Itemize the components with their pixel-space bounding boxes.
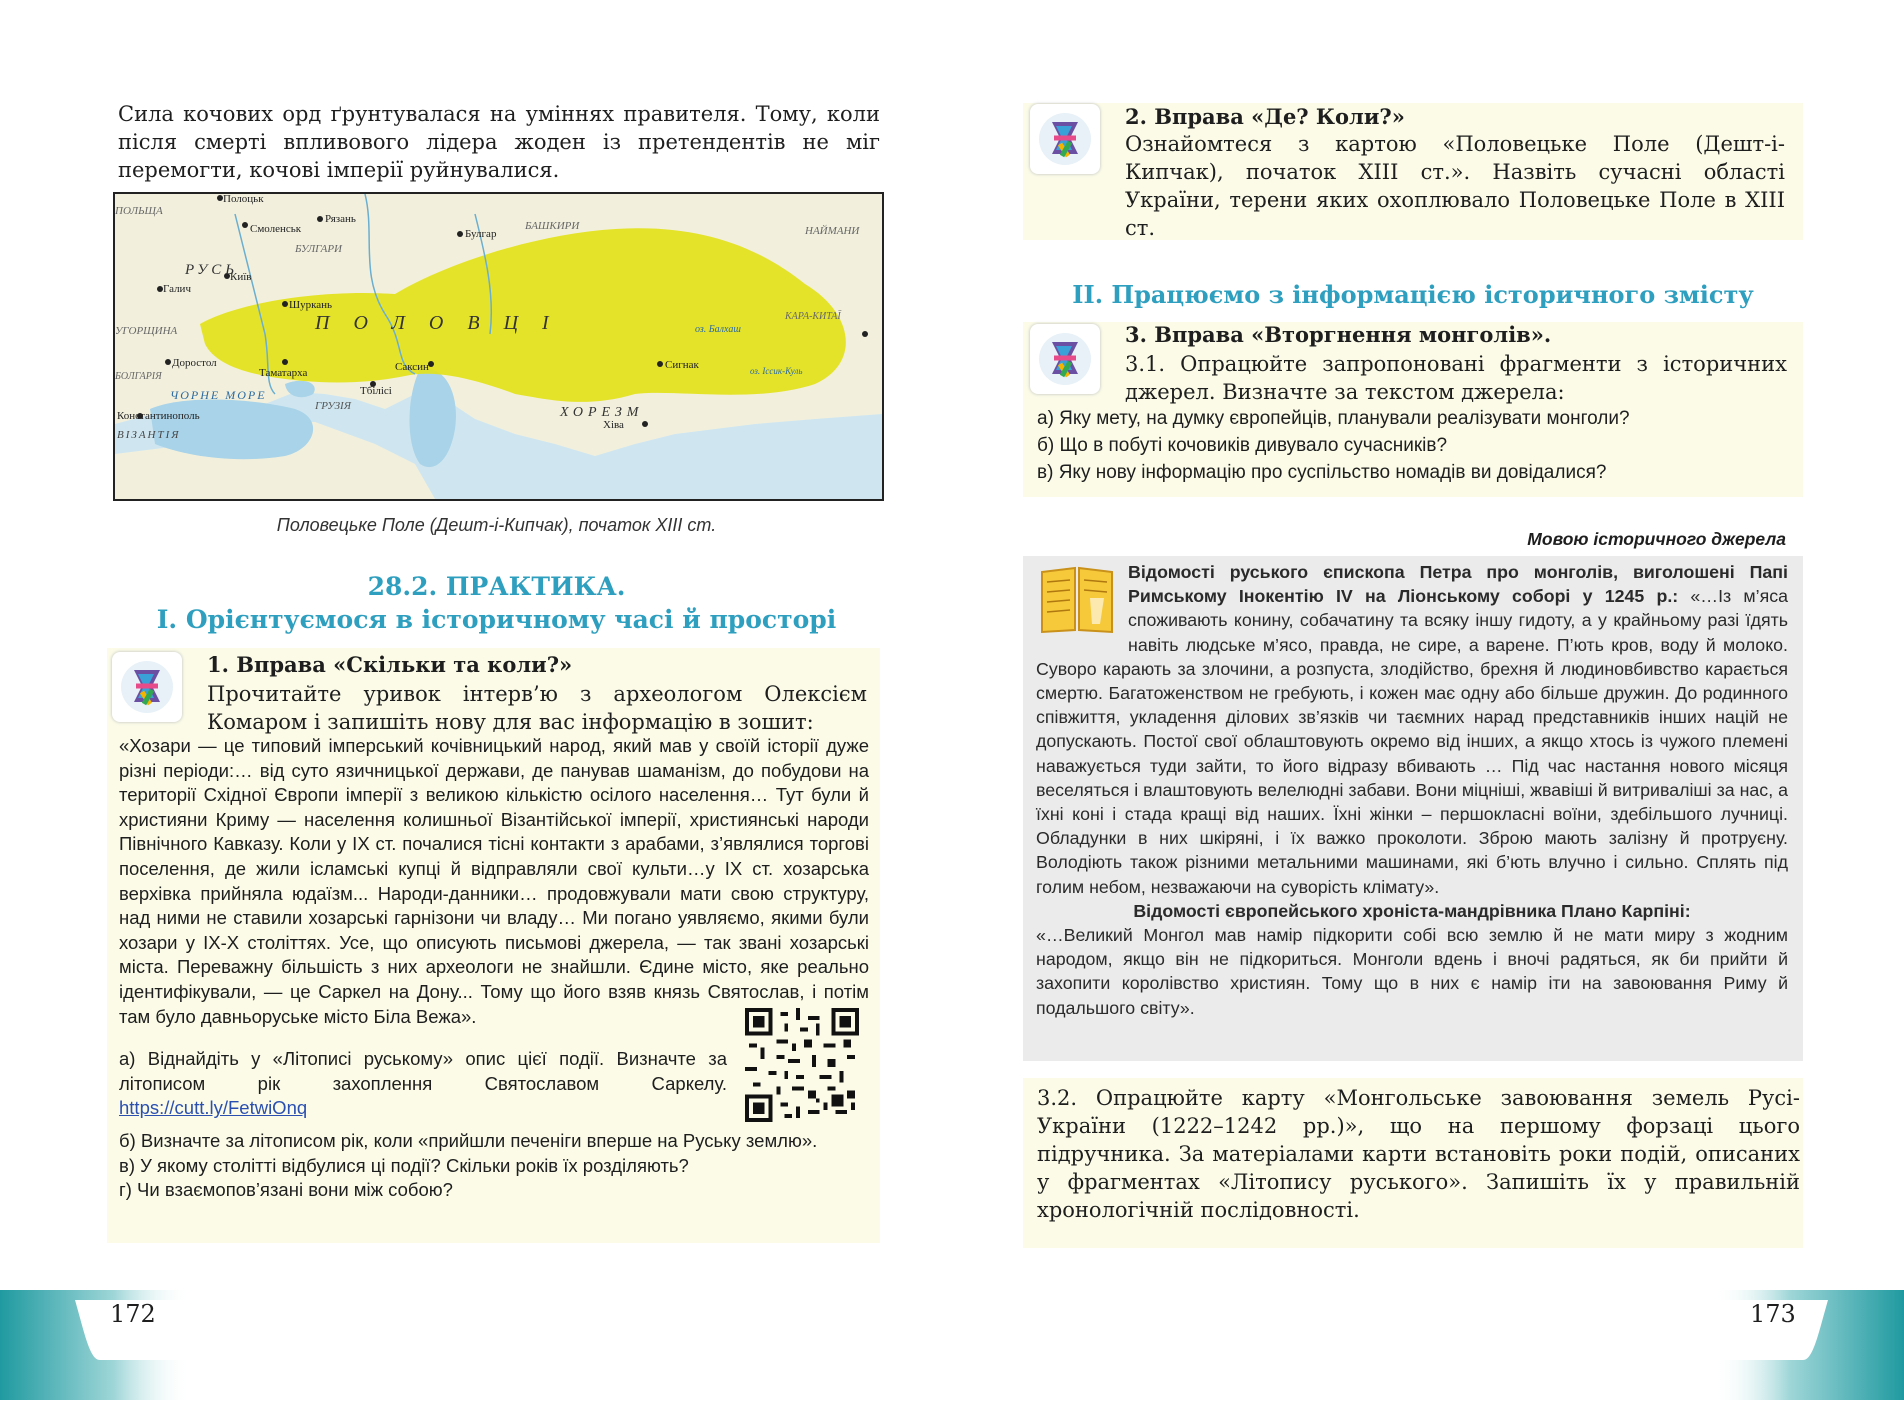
exercise1-question-b: б) Визначте за літописом рік, коли «прийшли печеніги вперше на Руську землю».: [119, 1130, 818, 1151]
map-label-bulgar: Булгар: [465, 228, 497, 240]
map-label-khiva: Хіва: [603, 419, 624, 431]
map-label-konstantynopol: Константинополь: [117, 410, 200, 422]
map-label-kara-kytai: КАРА-КИТАЇ: [785, 311, 841, 322]
map-label-saksyn: Саксин: [395, 361, 429, 373]
historical-source-text: [1036, 560, 1788, 1020]
map-label-tamatarkha: Таматарха: [259, 367, 308, 379]
source1-text: «…Із м’яса споживають конину, собачатину та всяку іншу гидоту, а у крайньому разі їдять навіть людське м’ясо, правда, не сире, а варене. П’ють кров, воду й молоко. Суворо карають за злочини, а розпуста, злодійство, брехня й людиновбивство карається смертю. Багатоженством не гребують, і кожен має одну або більше дружин. До родинного співжиття, укладення ділових зв’язків чи таємних нарад представників інших націй не допускають. Постої свої облаштовують окремо від інших, а якщо хтось із чужого племені наважується туди зайти, то його відразу вбивають … Під час настання нового місяця веселяться і влаштовують велелюдні забави. Вони міцніші, жвавіші й витриваліші за нас, а їхні коні і стада кращі від наших. Їхні жінки – першокласні воїни, здебільшого лучниці. Обладунки в них шкіряні, і їх важко проколоти. Зброю мають залізну й протруєну. Володіють також різними метальними машинами, які б’ють влучно і сильно. Сплять під голим небом, незважаючи на суворість клімату».: [1036, 586, 1788, 897]
map-label-hruziia: ГРУЗІЯ: [315, 400, 351, 412]
exercise1-instructions: Прочитайте уривок інтерв’ю з археологом Олексієм Комаром і запишіть нову для вас інформацію в зошит:: [207, 682, 867, 734]
exercise3-text: 3.1. Опрацюйте запропоновані фрагменти з історичних джерел. Визначте за текстом джерела:: [1125, 352, 1787, 404]
exercise2-title: 2. Вправа «Де? Коли?»: [1125, 104, 1405, 129]
section-subtitle: І. Орієнтуємося в історичному часі й просторі: [156, 605, 837, 634]
map-label-oz-balkhash: оз. Балхаш: [695, 324, 741, 335]
qr-code-icon[interactable]: [745, 1008, 859, 1122]
exercise-icon: [1030, 324, 1100, 394]
exercise1-question-v: в) У якому столітті відбулися ці події? Скільки років їх розділяють?: [119, 1154, 689, 1176]
map-label-syghnak: Сигнак: [665, 359, 699, 371]
exercise2-text: Ознайомтеся з картою «Половецьке Поле (Дешт-і-Кипчак), початок XIII ст.». Назвіть сучасні області України, терени яких охоплювало Половецьке Поле в XIII ст.: [1125, 132, 1785, 240]
map-label-uhorshchyna: УГОРЩИНА: [115, 325, 178, 337]
exercise3-question-a: а) Яку мету, на думку європейців, планували реалізувати монголи?: [1037, 408, 1630, 429]
map-label-halych: Галич: [163, 283, 191, 295]
source1-heading: Відомості руського єпископа Петра про монголів, виголошені Папі Римському Інокентію IV на Ліонському соборі у 1245 р.:: [1128, 562, 1788, 607]
map-caption: Половецьке Поле (Дешт-і-Кипчак), початок XIII ст.: [276, 515, 717, 535]
exercise1-quote: «Хозари — це типовий імперський кочівницький народ, який мав у своїй історії дуже різні періоди:… від суто язичницької держави, де панував шаманізм, до побудови на території Східної Європи імперії з великою кількістю осілого населення… Тут були й християни Криму — населення колишньої Візантійської імперії, християнські народи Північного Кавказу. Коли у IX ст. почалися тісні контакти з арабами, з’являлися торгові поселення, де жили ісламські купці й відправляли свої культи…у IX ст. хозарська верхівка прийняла юдаїзм... Народи-данники… продовжували мати свою структуру, над ними не ставили хозарські гарнізони чи владу… Ми погано уявляємо, якими були хозари у IX-X століттях. Усе, що описують письмові джерела, — так звані хозарські міста. Переважну більшість з них археологи не знайшли. Єдине місто, яке реально ідентифікували, — це Саркел на Дону... Тому що його взяв князь Святослав, і потім там було давньоруське місто Біла Вежа».: [119, 735, 869, 1027]
map-label-rus: РУСЬ: [185, 262, 239, 278]
exercise1-question-a-text: а) Віднайдіть у «Літописі руському» опис цієї події. Визначте за літописом рік захоплення Святославом Саркелу.: [119, 1048, 727, 1094]
map-label-shurkan: Шуркань: [289, 299, 333, 311]
exercise-icon: [1030, 104, 1100, 174]
map-label-ryazan: Рязань: [325, 213, 356, 225]
page-footer: [0, 1290, 1904, 1400]
map-label-bolhariia: БОЛГАРІЯ: [115, 371, 162, 382]
exercise3-question-v: в) Яку нову інформацію про суспільство номадів ви довідалися?: [1037, 462, 1607, 483]
exercise1-title: 1. Вправа «Скільки та коли?»: [207, 652, 573, 677]
map-label-smolensk: Смоленськ: [250, 223, 302, 235]
map-label-dorostol: Доростол: [172, 357, 217, 369]
map-graphic: [115, 194, 882, 499]
section2-title: ІІ. Працюємо з інформацією історичного змісту: [1072, 280, 1754, 309]
source-label: Мовою історичного джерела: [1527, 529, 1786, 549]
map-label-tbilisi: Тбілісі: [360, 385, 392, 397]
source2-text: «…Великий Монгол мав намір підкорити собі всю землю й не мати миру з жодним народом, якщо він не підкориться. Монголи вдень і вночі радяться, як би прийти й захопити королівство християн. Тому що в них є намір іти на завоювання Риму й подальшого світу».: [1036, 925, 1788, 1018]
page-number-left: 172: [110, 1300, 156, 1328]
exercise3-title: 3. Вправа «Вторгнення монголів».: [1125, 322, 1552, 347]
source2-heading: Відомості європейського хроніста-мандрівника Плано Карпіні:: [1133, 900, 1691, 921]
map-label-bulgary: БУЛГАРИ: [295, 243, 342, 255]
exercise32-text: 3.2. Опрацюйте карту «Монгольське завоювання земель Русі-України (1222–1242 рр.)», що на першому форзаці цього підручника. За матеріалами карти встановіть роки подій, описаних у фрагментах «Літопису руського». Запишіть їх у правильній хронологічній послідовності.: [1037, 1086, 1800, 1222]
intro-paragraph: Сила кочових орд ґрунтувалася на уміннях правителя. Тому, коли після смерті впливового лідера жоден із претендентів не міг перемогти, кочові імперії руйнувалися.: [118, 102, 880, 182]
section-number-title: 28.2. ПРАКТИКА.: [367, 572, 626, 601]
map-label-chorne-more: ЧОРНЕ МОРЕ: [170, 388, 267, 402]
map-label-polotsk: Полоцьк: [223, 194, 264, 205]
exercise1-question-g: г) Чи взаємопов’язані вони між собою?: [119, 1179, 453, 1201]
exercise1-questions: [119, 1129, 869, 1203]
exercise3-question-b: б) Що в побуті кочовиків дивувало сучасників?: [1037, 435, 1448, 456]
exercise3-questions: [1037, 405, 1797, 486]
map-label-bashkyry: БАШКИРИ: [525, 220, 580, 232]
exercise-icon: [112, 652, 182, 722]
map-label-oz-issyk-kul: оз. Іссик-Куль: [750, 366, 803, 376]
exercise1-link[interactable]: https://cutt.ly/FetwiOnq: [119, 1097, 308, 1119]
map-label-polshcha: ПОЛЬЩА: [115, 205, 163, 217]
polovtsian-steppe-map: [113, 192, 884, 501]
page-number-right: 173: [1750, 1300, 1796, 1328]
exercise1-question-a: [119, 1047, 727, 1121]
map-label-vizantiia: ВІЗАНТІЯ: [117, 429, 181, 441]
map-label-kyiv: Київ: [230, 271, 252, 283]
map-label-polovtsi: ПОЛОВЦІ: [315, 312, 573, 334]
map-label-khorezm: ХОРЕЗМ: [560, 405, 644, 420]
book-icon: [1038, 562, 1116, 636]
map-label-naimany: НАЙМАНИ: [805, 225, 860, 237]
